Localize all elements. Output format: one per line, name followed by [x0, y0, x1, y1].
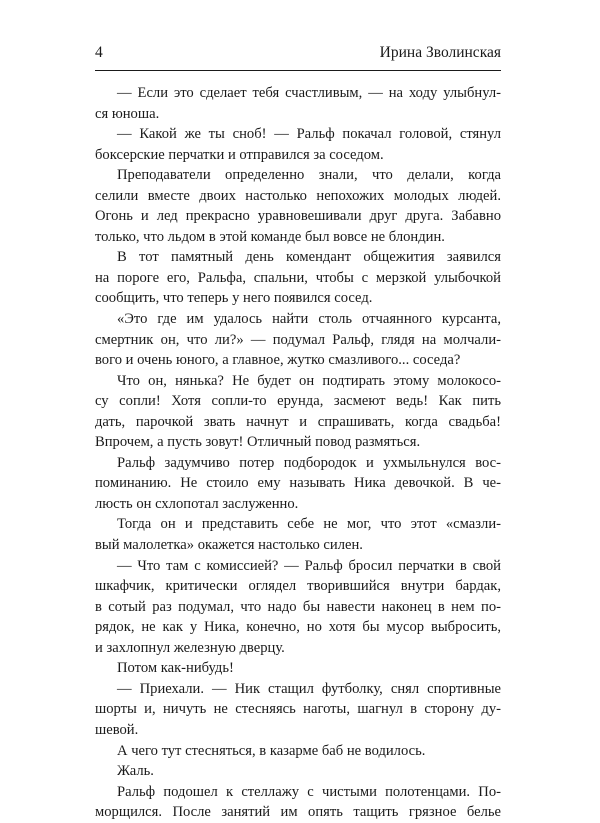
paragraph: [95, 124, 501, 165]
paragraph: [95, 782, 501, 823]
text-line: боксерские перчатки и отправился за соседом.: [95, 146, 384, 163]
paragraph: [95, 371, 501, 453]
text-line: рядок, не как у Ника, конечно, но хотя бы мусор выбросить,: [95, 619, 501, 636]
text-line: поминанию. Не стоило ему называть Ника девочкой. В че-: [95, 475, 501, 492]
paragraph: [95, 514, 501, 555]
text-line: в сотый раз подумал, что надо бы навести наконец в нем по-: [95, 598, 501, 615]
text-line: шевой.: [95, 721, 139, 738]
text-line: Что он, нянька? Не будет он подтирать этому молокосо-: [117, 372, 501, 389]
text-line: вого и очень юного, а главное, жутко смазливого... соседа?: [95, 352, 461, 369]
text-line: вый малолетка» окажется настолько силен.: [95, 537, 363, 554]
text-line: «Это где им удалось найти столь отчаянного курсанта,: [117, 311, 501, 328]
paragraph: [95, 453, 501, 515]
running-head: [95, 44, 501, 66]
text-line: Тогда он и представить себе не мог, что этот «смазли-: [117, 516, 501, 533]
text-line: шорты и, ничуть не стесняясь наготы, шагнул в сторону ду-: [95, 701, 501, 718]
paragraph: [95, 309, 501, 371]
body-text: [95, 83, 501, 823]
page-number: 4: [95, 44, 103, 61]
paragraph: [95, 165, 501, 247]
text-line: Жаль.: [117, 763, 154, 780]
text-line: люсть он схлопотал заслуженно.: [95, 495, 299, 512]
text-line: сообщить, что теперь у него появился сосед.: [95, 290, 373, 307]
paragraph: [95, 761, 501, 782]
text-line: Огонь и лед прекрасно уравновешивали друг друга. Забавно: [95, 208, 501, 225]
text-line: В тот памятный день комендант общежития заявился: [117, 249, 501, 266]
author-name: Ирина Зволинская: [379, 44, 501, 61]
paragraph: [95, 83, 501, 124]
paragraph: [95, 679, 501, 741]
header-rule: [95, 70, 501, 71]
paragraph: [95, 247, 501, 309]
text-line: шкафчик, критически оглядел творившийся внутри бардак,: [95, 578, 501, 595]
paragraph: [95, 556, 501, 659]
text-line: дать, парочкой звать начнут и спрашивать, когда свадьба!: [95, 413, 501, 430]
text-line: селили вместе двоих настолько непохожих молодых людей.: [95, 187, 501, 204]
text-line: и захлопнул железную дверцу.: [95, 639, 285, 656]
paragraph: [95, 658, 501, 679]
text-line: А чего тут стесняться, в казарме баб не водилось.: [117, 742, 426, 759]
text-line: — Приехали. — Ник стащил футболку, снял спортивные: [117, 680, 501, 697]
text-line: — Что там с комиссией? — Ральф бросил перчатки в свой: [117, 557, 501, 574]
text-line: смертник он, что ли?» — подумал Ральф, глядя на молчали-: [95, 331, 501, 348]
text-line: — Если это сделает тебя счастливым, — на ходу улыбнул-: [117, 85, 501, 101]
paragraph: [95, 741, 501, 762]
text-line: Преподаватели определенно знали, что делали, когда: [117, 167, 501, 184]
text-line: Ральф задумчиво потер подбородок и ухмыльнулся вос-: [117, 454, 501, 471]
text-line: Потом как-нибудь!: [117, 660, 234, 677]
text-line: — Какой же ты сноб! — Ральф покачал головой, стянул: [117, 126, 501, 143]
text-line: только, что льдом в этой команде был вовсе не блондин.: [95, 228, 445, 245]
text-line: ся юноша.: [95, 105, 160, 122]
text-line: морщился. После занятий им опять тащить грязное белье: [95, 804, 501, 821]
text-line: на пороге его, Ральфа, спальни, чтобы с мерзкой улыбочкой: [95, 269, 501, 286]
text-line: Ральф подошел к стеллажу с чистыми полотенцами. По-: [117, 783, 501, 800]
text-line: Впрочем, а пусть зовут! Отличный повод размяться.: [95, 434, 421, 451]
text-line: су сопли! Хотя сопли-то ерунда, засмеют ведь! Как пить: [95, 393, 501, 410]
